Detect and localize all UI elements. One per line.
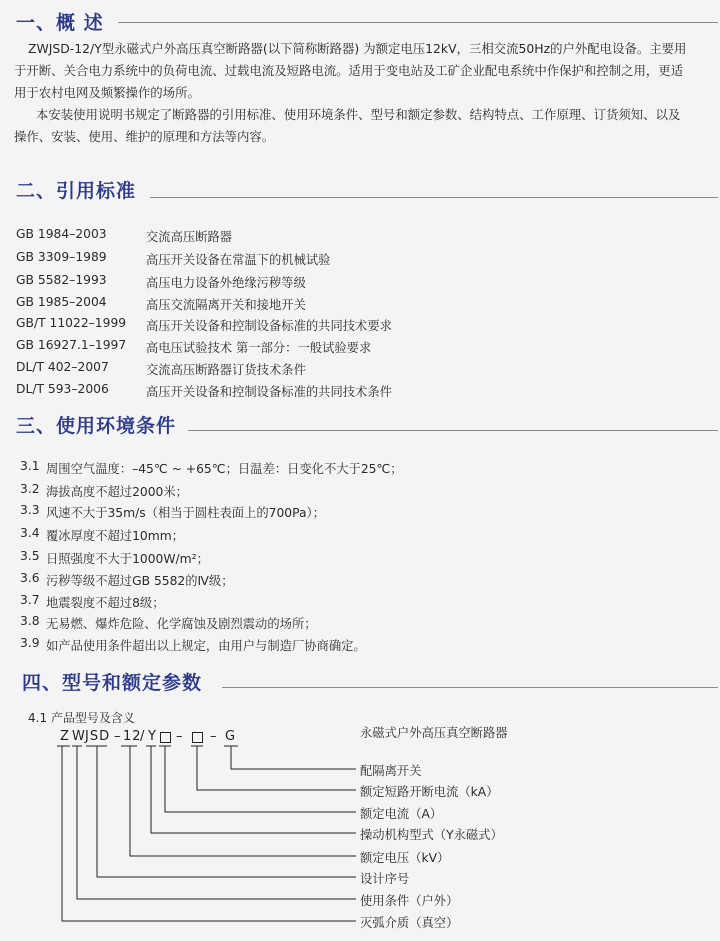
environment-item-text: 地震裂度不超过8级； <box>46 596 165 610</box>
model-char-g: G <box>225 729 237 744</box>
standard-name: 高压交流隔离开关和接地开关 <box>146 298 306 312</box>
environment-item-text: 海拔高度不超过2000米； <box>46 485 188 499</box>
model-legend-product: 永磁式户外高压真空断路器 <box>360 726 508 740</box>
standard-code: GB 1984–2003 <box>16 227 107 241</box>
overview-line: 本安装使用说明书规定了断路器的引用标准、使用环境条件、型号和额定参数、结构特点、工作原理、订货须知、以及 <box>36 107 681 122</box>
model-legend-item: 额定电流（A） <box>360 807 443 821</box>
standard-code: GB 1985–2004 <box>16 295 107 309</box>
model-char-z: Z <box>60 729 70 744</box>
standard-name: 高压开关设备在常温下的机械试验 <box>146 253 331 267</box>
model-legend-item: 灭弧介质（真空） <box>360 916 459 930</box>
model-legend-item: 额定短路开断电流（kA） <box>360 785 499 799</box>
standard-name: 高电压试验技术 第一部分：一般试验要求 <box>146 341 372 355</box>
standard-code: GB/T 11022–1999 <box>16 316 127 330</box>
section-title-overview: 一、概 述 <box>16 12 104 34</box>
model-char-dash: – <box>114 729 122 744</box>
section-title-environment: 三、使用环境条件 <box>16 415 177 437</box>
model-legend-item: 配隔离开关 <box>360 764 422 778</box>
environment-item-number: 3.4 <box>20 526 40 540</box>
overview-line: 于开断、关合电力系统中的负荷电流、过载电流及短路电流。适用于变电站及工矿企业配电系统中作保护和控制之用，更适 <box>14 63 684 78</box>
environment-item-number: 3.3 <box>20 503 40 517</box>
standard-code: DL/T 593–2006 <box>16 382 109 396</box>
standard-name: 交流高压断路器订货技术条件 <box>146 363 306 377</box>
standard-name: 交流高压断路器 <box>146 230 233 244</box>
standard-name: 高压开关设备和控制设备标准的共同技术要求 <box>146 319 392 333</box>
environment-item-number: 3.8 <box>20 614 40 628</box>
leader-short-circuit-current <box>197 746 356 790</box>
model-char-number: 12 <box>123 729 142 744</box>
environment-item-text: 周围空气温度：–45℃ ~ +65℃；日温差：日变化不大于25℃； <box>46 462 403 476</box>
environment-item-number: 3.6 <box>20 571 40 585</box>
environment-item-text: 风速不大于35m/s（相当于圆柱表面上的700Pa）； <box>46 506 325 520</box>
model-char-slash: / <box>140 729 146 744</box>
model-char-dash: – <box>210 729 218 744</box>
environment-item-number: 3.1 <box>20 459 40 473</box>
model-legend-item: 使用条件（户外） <box>360 894 459 908</box>
environment-item-number: 3.2 <box>20 482 40 496</box>
standard-code: GB 16927.1–1997 <box>16 338 127 352</box>
environment-item-number: 3.9 <box>20 636 40 650</box>
overview-line: 操作、安装、使用、维护的原理和方法等内容。 <box>14 129 275 144</box>
model-char-y: Y <box>148 729 157 744</box>
overview-line: ZWJSD-12/Y型永磁式户外高压真空断路器(以下简称断路器) 为额定电压12kV，三相交流50Hz的户外配电设备。主要用 <box>28 41 687 56</box>
section-title-standards: 二、引用标准 <box>16 180 137 202</box>
model-legend-item: 额定电压（kV） <box>360 851 450 865</box>
model-legend-item: 设计序号 <box>360 872 410 886</box>
environment-item-text: 无易燃、爆炸危险、化学腐蚀及剧烈震动的场所； <box>46 617 317 631</box>
model-char-w: W <box>72 729 86 744</box>
section-title-model-ratings: 四、型号和额定参数 <box>22 672 203 694</box>
standard-code: DL/T 402–2007 <box>16 360 109 374</box>
model-legend-item: 操动机构型式（Y永磁式） <box>360 828 503 842</box>
leader-rated-current <box>165 746 356 812</box>
standard-code: GB 3309–1989 <box>16 250 107 264</box>
environment-item-text: 污秽等级不超过GB 5582的Ⅳ级； <box>46 574 234 588</box>
model-char-dash: – <box>176 729 184 744</box>
model-subtitle: 4.1 产品型号及含义 <box>28 711 135 725</box>
standard-name: 高压电力设备外绝缘污秽等级 <box>146 276 306 290</box>
environment-item-text: 日照强度不大于1000W/m²； <box>46 552 209 566</box>
environment-item-text: 覆冰厚度不超过10mm； <box>46 529 184 543</box>
environment-item-number: 3.5 <box>20 549 40 563</box>
model-char-jsd: JSD <box>85 729 111 744</box>
standard-code: GB 5582–1993 <box>16 273 107 287</box>
environment-item-text: 如产品使用条件超出以上规定，由用户与制造厂协商确定。 <box>46 639 366 653</box>
environment-item-number: 3.7 <box>20 593 40 607</box>
standard-name: 高压开关设备和控制设备标准的共同技术条件 <box>146 385 392 399</box>
overview-line: 用于农村电网及频繁操作的场所。 <box>14 85 200 100</box>
leader-rated-voltage <box>130 746 356 856</box>
leader-disconnector <box>231 746 356 769</box>
